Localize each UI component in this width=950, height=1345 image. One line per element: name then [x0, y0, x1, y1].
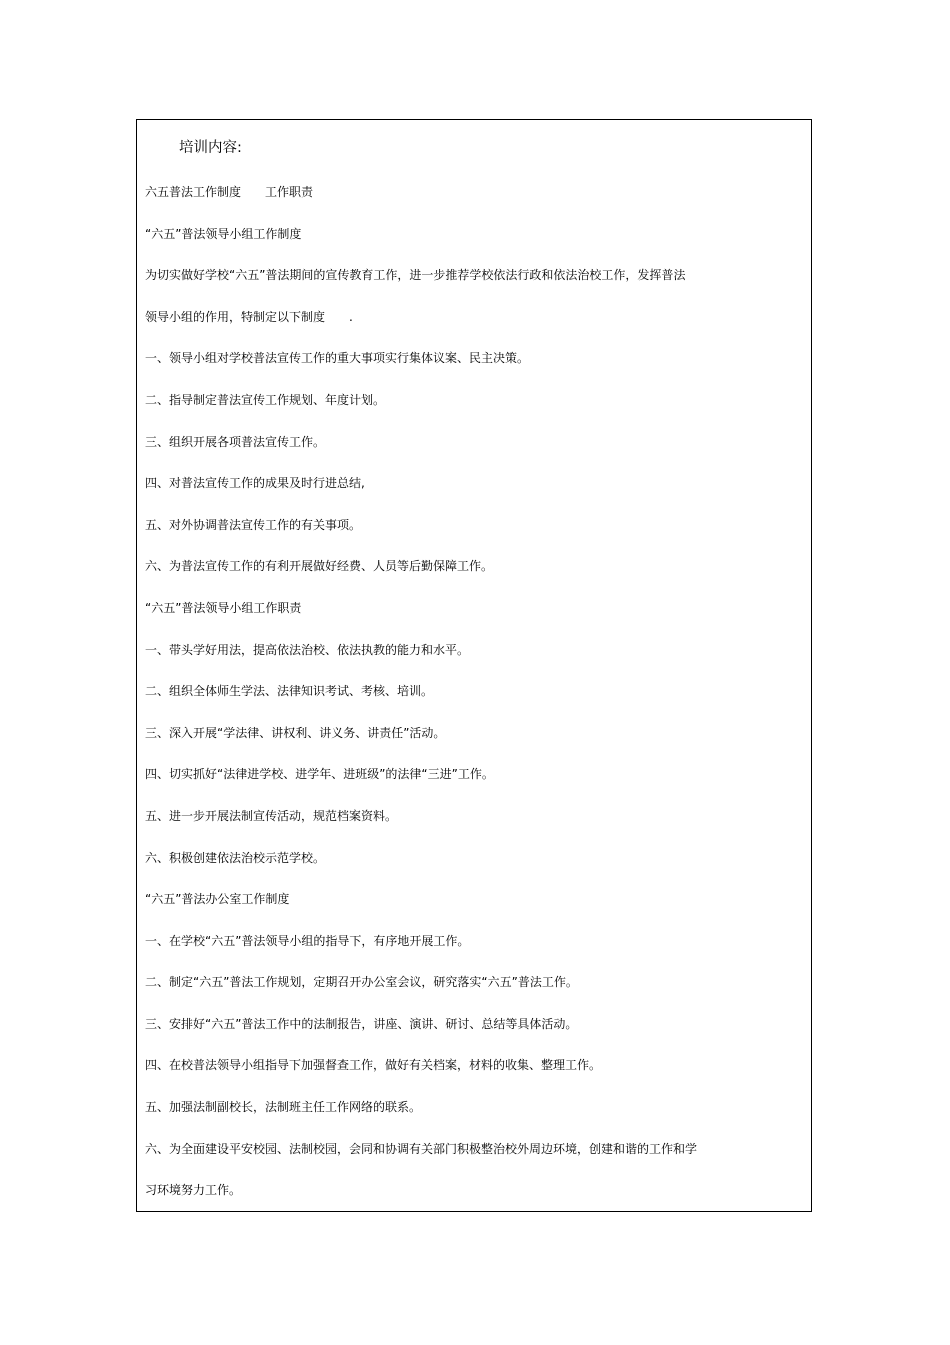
text-line: 五、对外协调普法宣传工作的有关事项。: [145, 517, 362, 532]
text-line: 习环境努力工作。: [145, 1183, 242, 1198]
text-line: 二、制定“六五”普法工作规划，定期召开办公室会议，研究落实“六五”普法工作。: [145, 975, 578, 990]
text-line: 四、在校普法领导小组指导下加强督查工作，做好有关档案，材料的收集、整理工作。: [145, 1058, 602, 1073]
document-frame: [136, 119, 812, 1212]
text-line: 领导小组的作用，特制定以下制度 .: [145, 309, 353, 324]
text-line: 三、组织开展各项普法宣传工作。: [145, 434, 326, 449]
text-line: 一、在学校“六五”普法领导小组的指导下，有序地开展工作。: [145, 933, 470, 948]
text-line: 五、加强法制副校长，法制班主任工作网络的联系。: [145, 1100, 422, 1115]
text-line: 二、组织全体师生学法、法律知识考试、考核、培训。: [145, 684, 434, 699]
text-lines: [145, 182, 805, 1222]
text-line: “六五”普法领导小组工作制度: [145, 226, 302, 241]
text-line: 为切实做好学校“六五”普法期间的宣传教育工作，进一步推荐学校依法行政和依法治校工作，发挥普法: [145, 268, 686, 283]
text-line: 四、对普法宣传工作的成果及时行进总结,: [145, 476, 365, 491]
text-line: 二、指导制定普法宣传工作规划、年度计划。: [145, 392, 386, 407]
text-line: 四、切实抓好“法律进学校、进学年、进班级”的法律“三进”工作。: [145, 767, 494, 782]
text-line: 三、安排好“六五”普法工作中的法制报告，讲座、演讲、研讨、总结等具体活动。: [145, 1016, 578, 1031]
text-line: 一、领导小组对学校普法宣传工作的重大事项实行集体议案、民主决策。: [145, 351, 530, 366]
text-line: 一、带头学好用法，提高依法治校、依法执教的能力和水平。: [145, 642, 470, 657]
text-line: “六五”普法领导小组工作职责: [145, 600, 302, 615]
text-line: 六、为普法宣传工作的有利开展做好经费、人员等后勤保障工作。: [145, 559, 494, 574]
section-heading: 培训内容:: [179, 140, 242, 156]
text-line: 六、积极创建依法治校示范学校。: [145, 850, 326, 865]
text-line: 三、深入开展“学法律、讲权利、讲义务、讲责任”活动。: [145, 725, 446, 740]
text-line: 六、为全面建设平安校园、法制校园，会同和协调有关部门积极整治校外周边环境，创建和谐的工作和学: [145, 1141, 698, 1156]
text-line: “六五”普法办公室工作制度: [145, 892, 290, 907]
text-line: 六五普法工作制度 工作职责: [145, 185, 314, 199]
text-line: 五、进一步开展法制宣传活动，规范档案资料。: [145, 808, 398, 823]
